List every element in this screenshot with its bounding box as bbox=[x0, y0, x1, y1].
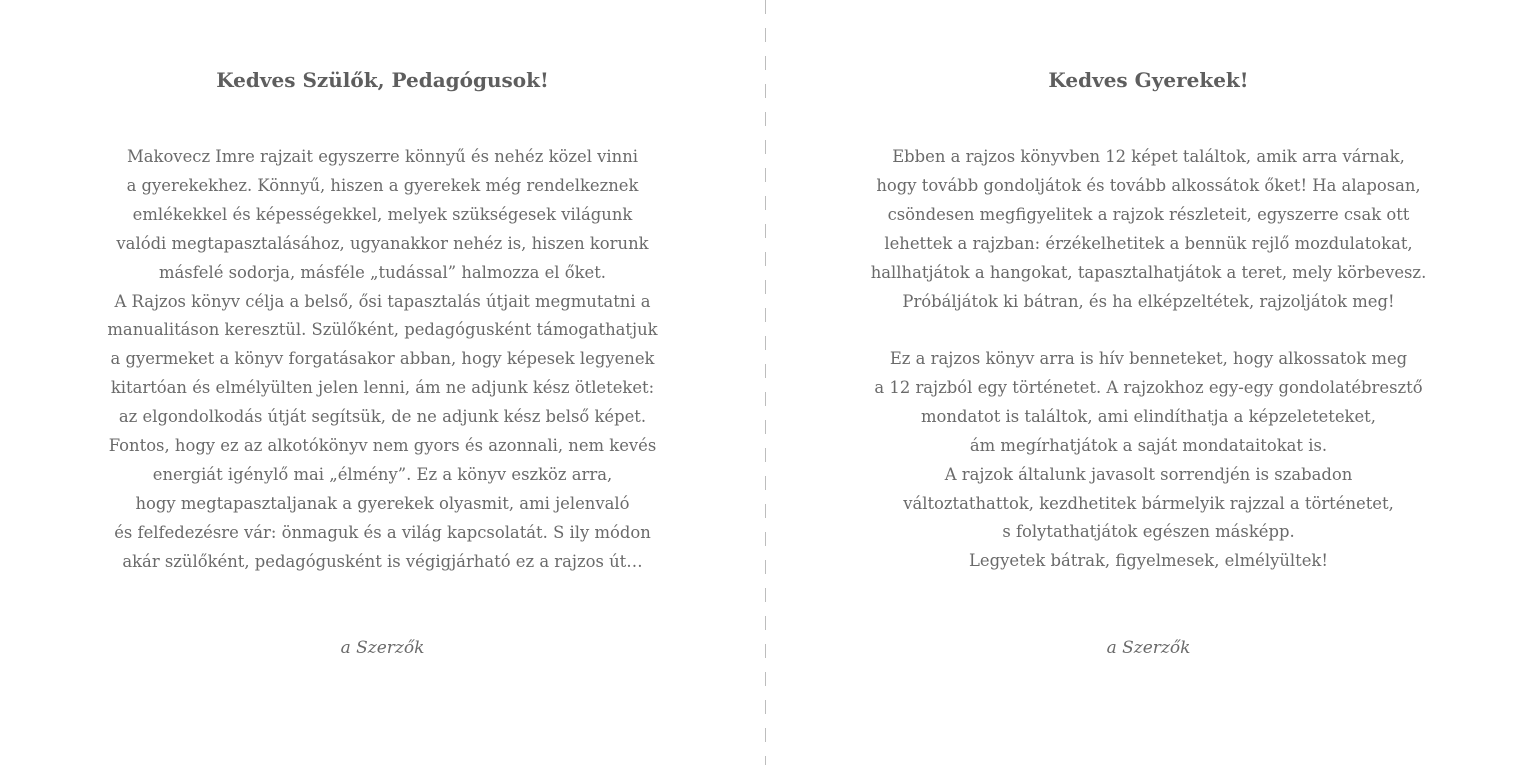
body-line: emlékekkel és képességekkel, melyek szükségesek világunk bbox=[132, 204, 633, 224]
right-page-paragraph-2 bbox=[766, 345, 1531, 576]
body-line: Ez a rajzos könyv arra is hív benneteket, hogy alkossatok meg bbox=[889, 349, 1408, 368]
body-line: A rajzok általunk javasolt sorrendjén is szabadon bbox=[944, 464, 1353, 484]
body-line: és felfedezésre vár: önmaguk és a világ kapcsolatát. S ily módon bbox=[114, 522, 651, 542]
left-page-heading: Kedves Szülők, Pedagógusok! bbox=[216, 68, 549, 92]
body-line: Legyetek bátrak, figyelmesek, elmélyültek! bbox=[969, 551, 1328, 571]
body-line: másfelé sodorja, másféle „tudással” halmozza el őket. bbox=[158, 262, 607, 282]
right-page-paragraph-1 bbox=[766, 143, 1531, 316]
body-line: manualitáson keresztül. Szülőként, pedagógusként támogathatjuk bbox=[107, 320, 658, 340]
body-line: hallhatjátok a hangokat, tapasztalhatjátok a teret, mely körbevesz. bbox=[870, 262, 1427, 282]
body-line: A Rajzos könyv célja a belső, ősi tapasztalás útjait megmutatni a bbox=[114, 291, 651, 311]
right-page bbox=[766, 0, 1531, 765]
body-line: a gyermeket a könyv forgatásakor abban, hogy képesek legyenek bbox=[110, 349, 655, 369]
body-line: változtathattok, kezdhetitek bármelyik rajzzal a történetet, bbox=[903, 493, 1394, 513]
body-line: Ebben a rajzos könyvben 12 képet találtok, amik arra várnak, bbox=[892, 147, 1405, 166]
body-line: lehettek a rajzban: érzékelhetitek a bennük rejlő mozdulatokat, bbox=[884, 233, 1413, 253]
body-line: hogy megtapasztaljanak a gyerekek olyasmit, ami jelenvaló bbox=[135, 493, 630, 513]
left-page-body bbox=[0, 143, 765, 577]
body-line: Fontos, hogy ez az alkotókönyv nem gyors és azonnali, nem kevés bbox=[108, 436, 657, 456]
body-line: mondatot is találtok, ami elindíthatja a képzeleteteket, bbox=[921, 406, 1376, 426]
body-line: akár szülőként, pedagógusként is végigjárható ez a rajzos út… bbox=[122, 551, 643, 571]
body-line: Makovecz Imre rajzait egyszerre könnyű és nehéz közel vinni bbox=[126, 147, 639, 166]
body-line: energiát igénylő mai „élmény”. Ez a könyv eszköz arra, bbox=[152, 464, 613, 484]
left-page bbox=[0, 0, 765, 765]
right-page-signature: a Szerzők bbox=[1106, 638, 1191, 658]
body-line: ám megírhatjátok a saját mondataitokat is. bbox=[969, 435, 1328, 455]
body-line: a gyerekekhez. Könnyű, hiszen a gyerekek még rendelkeznek bbox=[126, 175, 639, 195]
body-line: az elgondolkodás útját segítsük, de ne adjunk kész belső képet. bbox=[118, 407, 647, 427]
right-page-heading: Kedves Gyerekek! bbox=[1048, 68, 1249, 92]
body-line: Próbáljátok ki bátran, és ha elképzeltétek, rajzoljátok meg! bbox=[902, 291, 1395, 311]
body-line: a 12 rajzból egy történetet. A rajzokhoz egy-egy gondolatébresztő bbox=[874, 377, 1423, 397]
body-line: csöndesen megfigyelitek a rajzok részleteit, egyszerre csak ott bbox=[887, 204, 1410, 224]
body-line: valódi megtapasztalásához, ugyanakkor nehéz is, hiszen korunk bbox=[116, 233, 649, 253]
left-page-signature: a Szerzők bbox=[340, 638, 425, 658]
body-line: kitartóan és elmélyülten jelen lenni, ám ne adjunk kész ötleteket: bbox=[110, 378, 655, 398]
body-line: hogy tovább gondoljátok és tovább alkossátok őket! Ha alaposan, bbox=[876, 175, 1421, 195]
body-line: s folytathatjátok egészen másképp. bbox=[1002, 522, 1295, 542]
